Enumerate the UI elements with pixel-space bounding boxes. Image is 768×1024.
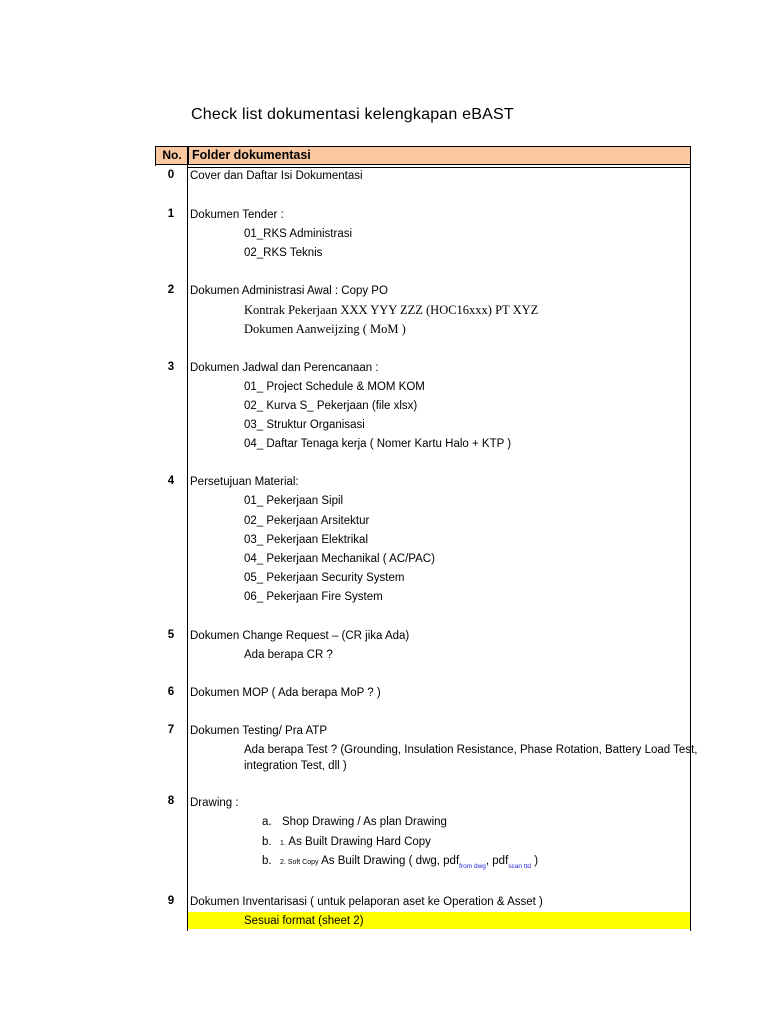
list-subnumber: 1. [280, 840, 286, 847]
section-title: Dokumen Tender : [190, 209, 284, 221]
section-number: 6 [167, 686, 175, 698]
section-number: 4 [167, 475, 175, 487]
section-number: 3 [167, 361, 175, 373]
header-folder: Folder dokumentasi [192, 148, 311, 162]
list-item: Ada berapa CR ? [244, 649, 333, 661]
list-item [280, 854, 538, 870]
table-border-right [690, 146, 691, 931]
list-item: Shop Drawing / As plan Drawing [282, 816, 447, 828]
section-title: Cover dan Daftar Isi Dokumentasi [190, 170, 363, 182]
list-item: 04_ Pekerjaan Mechanikal ( AC/PAC) [244, 553, 435, 565]
list-item-text: As Built Drawing Hard Copy [288, 836, 431, 848]
list-item [280, 835, 431, 851]
list-item: Dokumen Aanweijzing ( MoM ) [244, 322, 406, 336]
list-item: 03_ Pekerjaan Elektrikal [244, 534, 369, 546]
list-item: 03_ Struktur Organisasi [244, 419, 365, 431]
list-item: 02_RKS Teknis [244, 247, 323, 259]
list-item-text: As Built Drawing ( dwg, pdf [321, 855, 460, 867]
list-item: integration Test, dll ) [244, 760, 347, 772]
section-title: Dokumen Inventarisasi ( untuk pelaporan aset ke Operation & Asset ) [190, 896, 543, 908]
section-title: Persetujuan Material: [190, 476, 299, 488]
section-title: Dokumen MOP ( Ada berapa MoP ? ) [190, 687, 381, 699]
subscript: from dwg [459, 863, 486, 870]
list-item-label: a. [262, 816, 272, 828]
list-item-label: b. [262, 855, 272, 867]
section-number: 9 [167, 895, 175, 907]
section-title: Dokumen Testing/ Pra ATP [190, 725, 328, 737]
list-item-label: b. [262, 836, 272, 848]
list-item: 02_ Pekerjaan Arsitektur [244, 515, 370, 527]
list-item: Sesuai format (sheet 2) [244, 915, 364, 927]
list-item: 01_ Pekerjaan Sipil [244, 495, 344, 507]
section-number: 0 [167, 169, 175, 181]
subscript: scan ttd [508, 863, 532, 870]
header-no: No. [156, 147, 189, 164]
list-item: 04_ Daftar Tenaga kerja ( Nomer Kartu Halo + KTP ) [244, 438, 512, 450]
section-number: 2 [167, 284, 175, 296]
list-item: Kontrak Pekerjaan XXX YYY ZZZ (HOC16xxx) PT XYZ [244, 303, 539, 317]
list-item-text: , pdf [485, 855, 509, 867]
list-subnumber: 2. Soft Copy [280, 859, 319, 866]
header-underline [187, 167, 691, 168]
table-header [155, 146, 691, 165]
list-item: 06_ Pekerjaan Fire System [244, 591, 383, 603]
section-title: Dokumen Change Request – (CR jika Ada) [190, 630, 410, 642]
list-item: 02_ Kurva S_ Pekerjaan (file xlsx) [244, 400, 418, 412]
section-title: Drawing : [190, 797, 239, 809]
section-number: 1 [167, 208, 175, 220]
list-item: Ada berapa Test ? (Grounding, Insulation Resistance, Phase Rotation, Battery Load Test, [244, 744, 698, 756]
section-number: 7 [167, 724, 175, 736]
table-border-left [155, 146, 156, 166]
document-title: Check list dokumentasi kelengkapan eBAST [191, 106, 514, 123]
list-item: 01_RKS Administrasi [244, 228, 353, 240]
section-number: 5 [167, 629, 175, 641]
section-title: Dokumen Administrasi Awal : Copy PO [190, 285, 388, 297]
table-border-divider [187, 146, 188, 931]
list-item-text: ) [531, 855, 539, 867]
list-item: 05_ Pekerjaan Security System [244, 572, 405, 584]
list-item: 01_ Project Schedule & MOM KOM [244, 381, 425, 393]
section-title: Dokumen Jadwal dan Perencanaan : [190, 362, 379, 374]
section-number: 8 [167, 795, 175, 807]
